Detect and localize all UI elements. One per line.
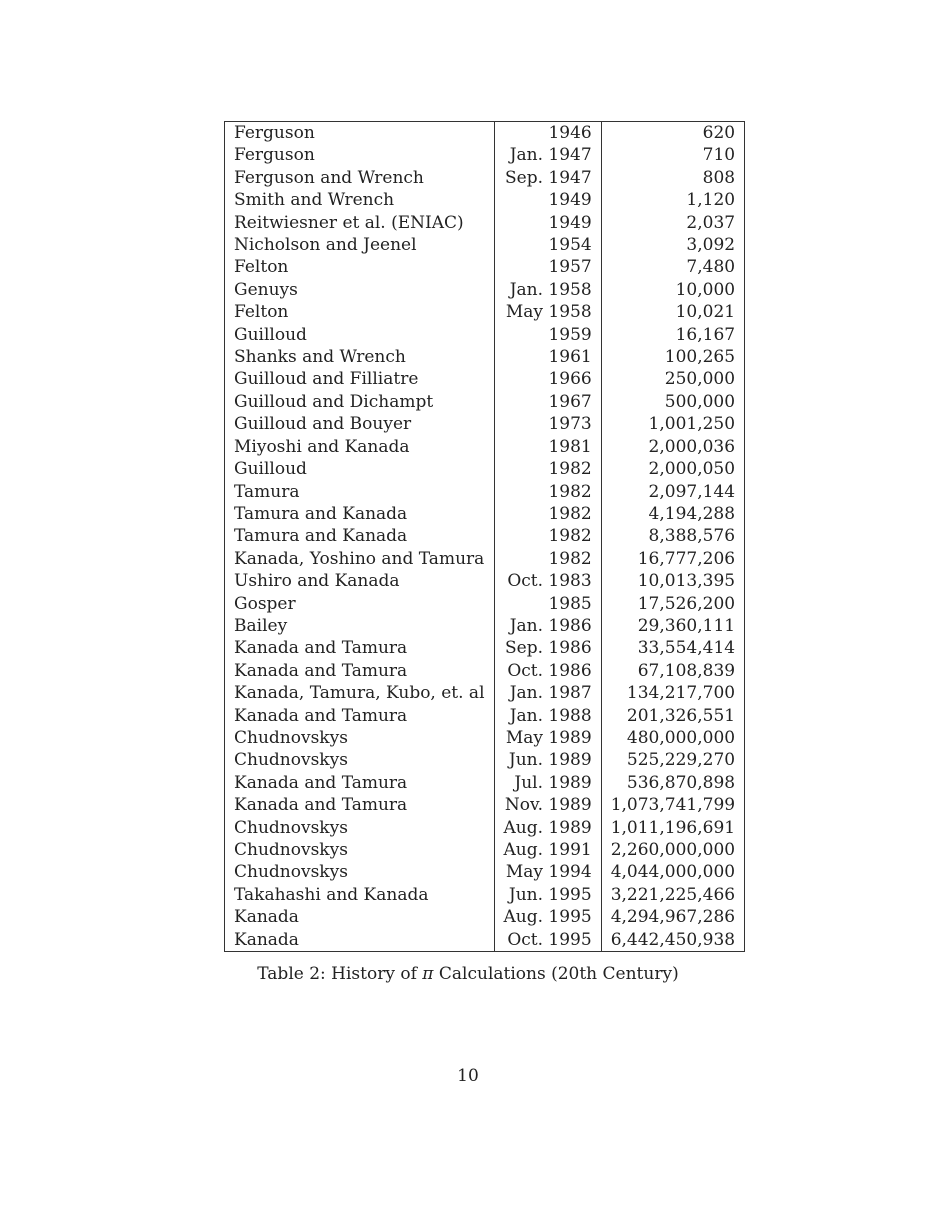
table-row xyxy=(225,794,745,816)
digits-cell: 4,194,288 xyxy=(648,503,736,524)
table-row xyxy=(225,301,745,323)
table-row xyxy=(225,481,745,503)
digits-cell: 67,108,839 xyxy=(637,660,736,681)
date-cell: Jan. 1986 xyxy=(494,615,601,637)
calculator-name-cell: Nicholson and Jeenel xyxy=(225,234,495,256)
date-cell: Oct. 1995 xyxy=(494,929,601,952)
calculator-name-cell: Tamura xyxy=(225,481,495,503)
digits-cell: 2,260,000,000 xyxy=(610,840,736,860)
date-cell: 1966 xyxy=(494,368,601,390)
calculator-name-cell: Guilloud and Bouyer xyxy=(225,413,495,435)
table-row xyxy=(225,324,745,346)
date-cell: 1949 xyxy=(494,189,601,211)
table-row xyxy=(225,279,745,301)
calculator-name-cell: Felton xyxy=(225,256,495,278)
table-body xyxy=(225,122,745,952)
table-row xyxy=(225,615,745,637)
digits-cell: 4,044,000,000 xyxy=(610,862,736,883)
table-row xyxy=(225,749,745,771)
digits-cell: 2,097,144 xyxy=(648,481,736,502)
digits-cell: 10,000 xyxy=(675,279,736,300)
calculator-name-cell: Kanada, Yoshino and Tamura xyxy=(225,548,495,570)
digits-cell: 100,265 xyxy=(664,347,736,368)
date-cell: 1981 xyxy=(494,436,601,458)
digits-cell: 1,011,196,691 xyxy=(610,817,736,838)
table-caption xyxy=(0,964,936,984)
calculator-name-cell: Guilloud and Filliatre xyxy=(225,368,495,390)
date-cell: Jan. 1947 xyxy=(494,144,601,166)
digits-cell: 2,037 xyxy=(686,212,736,233)
table-row xyxy=(225,593,745,615)
calculator-name-cell: Kanada, Tamura, Kubo, et. al xyxy=(225,682,495,704)
date-cell: 1954 xyxy=(494,234,601,256)
calculator-name-cell: Chudnovskys xyxy=(225,839,495,861)
table-row xyxy=(225,413,745,435)
digits-cell: 250,000 xyxy=(664,369,736,390)
date-cell: Aug. 1995 xyxy=(494,906,601,928)
calculator-name-cell: Ferguson xyxy=(225,122,495,145)
table-row xyxy=(225,727,745,749)
caption-suffix: Calculations (20th Century) xyxy=(433,964,679,984)
table-row xyxy=(225,906,745,928)
table-row xyxy=(225,705,745,727)
date-cell: Jun. 1995 xyxy=(494,884,601,906)
table-row xyxy=(225,144,745,166)
date-cell: 1949 xyxy=(494,212,601,234)
table-row xyxy=(225,212,745,234)
date-cell: 1946 xyxy=(494,122,601,145)
table-row xyxy=(225,637,745,659)
digits-cell: 8,388,576 xyxy=(648,526,736,547)
table-row xyxy=(225,256,745,278)
table-row xyxy=(225,817,745,839)
table-row xyxy=(225,234,745,256)
table-row xyxy=(225,122,745,145)
calculator-name-cell: Kanada and Tamura xyxy=(225,660,495,682)
table-row xyxy=(225,660,745,682)
table-row xyxy=(225,570,745,592)
date-cell: Aug. 1989 xyxy=(494,817,601,839)
date-cell: 1985 xyxy=(494,593,601,615)
calculator-name-cell: Guilloud xyxy=(225,324,495,346)
date-cell: May 1989 xyxy=(494,727,601,749)
calculator-name-cell: Guilloud xyxy=(225,458,495,480)
digits-cell: 7,480 xyxy=(686,257,736,278)
date-cell: Jan. 1958 xyxy=(494,279,601,301)
calculator-name-cell: Chudnovskys xyxy=(225,727,495,749)
digits-cell: 4,294,967,286 xyxy=(610,907,736,928)
date-cell: 1982 xyxy=(494,548,601,570)
calculator-name-cell: Takahashi and Kanada xyxy=(225,884,495,906)
calculator-name-cell: Tamura and Kanada xyxy=(225,503,495,525)
table-row xyxy=(225,772,745,794)
calculator-name-cell: Reitwiesner et al. (ENIAC) xyxy=(225,212,495,234)
calculator-name-cell: Ferguson xyxy=(225,144,495,166)
calculator-name-cell: Kanada xyxy=(225,929,495,952)
table-row xyxy=(225,368,745,390)
table-row xyxy=(225,391,745,413)
digits-cell: 710 xyxy=(702,145,736,166)
calculator-name-cell: Tamura and Kanada xyxy=(225,525,495,547)
calculator-name-cell: Chudnovskys xyxy=(225,861,495,883)
calculator-name-cell: Kanada and Tamura xyxy=(225,705,495,727)
digits-cell: 33,554,414 xyxy=(637,638,736,659)
table-row xyxy=(225,189,745,211)
date-cell: Sep. 1986 xyxy=(494,637,601,659)
digits-cell: 16,777,206 xyxy=(637,548,736,569)
calculator-name-cell: Genuys xyxy=(225,279,495,301)
calculator-name-cell: Smith and Wrench xyxy=(225,189,495,211)
calculator-name-cell: Shanks and Wrench xyxy=(225,346,495,368)
digits-cell: 620 xyxy=(702,123,736,143)
table-row xyxy=(225,548,745,570)
calculator-name-cell: Chudnovskys xyxy=(225,749,495,771)
digits-cell: 3,092 xyxy=(686,235,736,256)
table-row xyxy=(225,503,745,525)
table-row xyxy=(225,346,745,368)
table-row xyxy=(225,167,745,189)
calculator-name-cell: Chudnovskys xyxy=(225,817,495,839)
digits-cell: 500,000 xyxy=(664,391,736,412)
table-row xyxy=(225,682,745,704)
date-cell: 1957 xyxy=(494,256,601,278)
date-cell: Oct. 1986 xyxy=(494,660,601,682)
date-cell: May 1994 xyxy=(494,861,601,883)
date-cell: May 1958 xyxy=(494,301,601,323)
table-row xyxy=(225,929,745,952)
digits-cell: 2,000,036 xyxy=(648,436,736,457)
date-cell: 1973 xyxy=(494,413,601,435)
date-cell: Sep. 1947 xyxy=(494,167,601,189)
digits-cell: 134,217,700 xyxy=(626,683,736,704)
caption-pi-symbol: π xyxy=(422,964,434,984)
calculator-name-cell: Kanada and Tamura xyxy=(225,637,495,659)
calculator-name-cell: Miyoshi and Kanada xyxy=(225,436,495,458)
caption-prefix: Table 2: History of xyxy=(257,964,423,984)
date-cell: Jan. 1988 xyxy=(494,705,601,727)
digits-cell: 29,360,111 xyxy=(637,615,736,636)
digits-cell: 2,000,050 xyxy=(648,459,736,480)
table-row xyxy=(225,436,745,458)
date-cell: Aug. 1991 xyxy=(494,839,601,861)
table-row xyxy=(225,525,745,547)
digits-cell: 1,120 xyxy=(686,190,736,211)
pi-history-table-container xyxy=(224,121,745,952)
date-cell: Nov. 1989 xyxy=(494,794,601,816)
date-cell: Jul. 1989 xyxy=(494,772,601,794)
calculator-name-cell: Kanada and Tamura xyxy=(225,772,495,794)
calculator-name-cell: Kanada xyxy=(225,906,495,928)
digits-cell: 16,167 xyxy=(675,324,736,345)
digits-cell: 3,221,225,466 xyxy=(610,884,736,905)
calculator-name-cell: Kanada and Tamura xyxy=(225,794,495,816)
date-cell: 1982 xyxy=(494,503,601,525)
pi-history-table xyxy=(224,121,745,952)
date-cell: Jun. 1989 xyxy=(494,749,601,771)
digits-cell: 6,442,450,938 xyxy=(610,929,736,950)
digits-cell: 1,001,250 xyxy=(648,414,736,435)
date-cell: 1982 xyxy=(494,458,601,480)
calculator-name-cell: Ferguson and Wrench xyxy=(225,167,495,189)
digits-cell: 1,073,741,799 xyxy=(610,795,736,816)
digits-cell: 17,526,200 xyxy=(637,593,736,614)
calculator-name-cell: Gosper xyxy=(225,593,495,615)
calculator-name-cell: Guilloud and Dichampt xyxy=(225,391,495,413)
digits-cell: 525,229,270 xyxy=(626,750,736,771)
digits-cell: 536,870,898 xyxy=(626,772,736,793)
calculator-name-cell: Felton xyxy=(225,301,495,323)
table-row xyxy=(225,861,745,883)
table-row xyxy=(225,458,745,480)
calculator-name-cell: Bailey xyxy=(225,615,495,637)
date-cell: 1982 xyxy=(494,525,601,547)
date-cell: 1967 xyxy=(494,391,601,413)
calculator-name-cell: Ushiro and Kanada xyxy=(225,570,495,592)
table-row xyxy=(225,839,745,861)
date-cell: Oct. 1983 xyxy=(494,570,601,592)
digits-cell: 10,013,395 xyxy=(637,571,736,592)
digits-cell: 201,326,551 xyxy=(626,705,736,726)
table-row xyxy=(225,884,745,906)
digits-cell: 10,021 xyxy=(675,302,736,323)
date-cell: 1959 xyxy=(494,324,601,346)
page-number: 10 xyxy=(457,1066,479,1086)
digits-cell: 480,000,000 xyxy=(626,727,736,748)
digits-cell: 808 xyxy=(702,167,736,188)
date-cell: 1961 xyxy=(494,346,601,368)
date-cell: Jan. 1987 xyxy=(494,682,601,704)
date-cell: 1982 xyxy=(494,481,601,503)
